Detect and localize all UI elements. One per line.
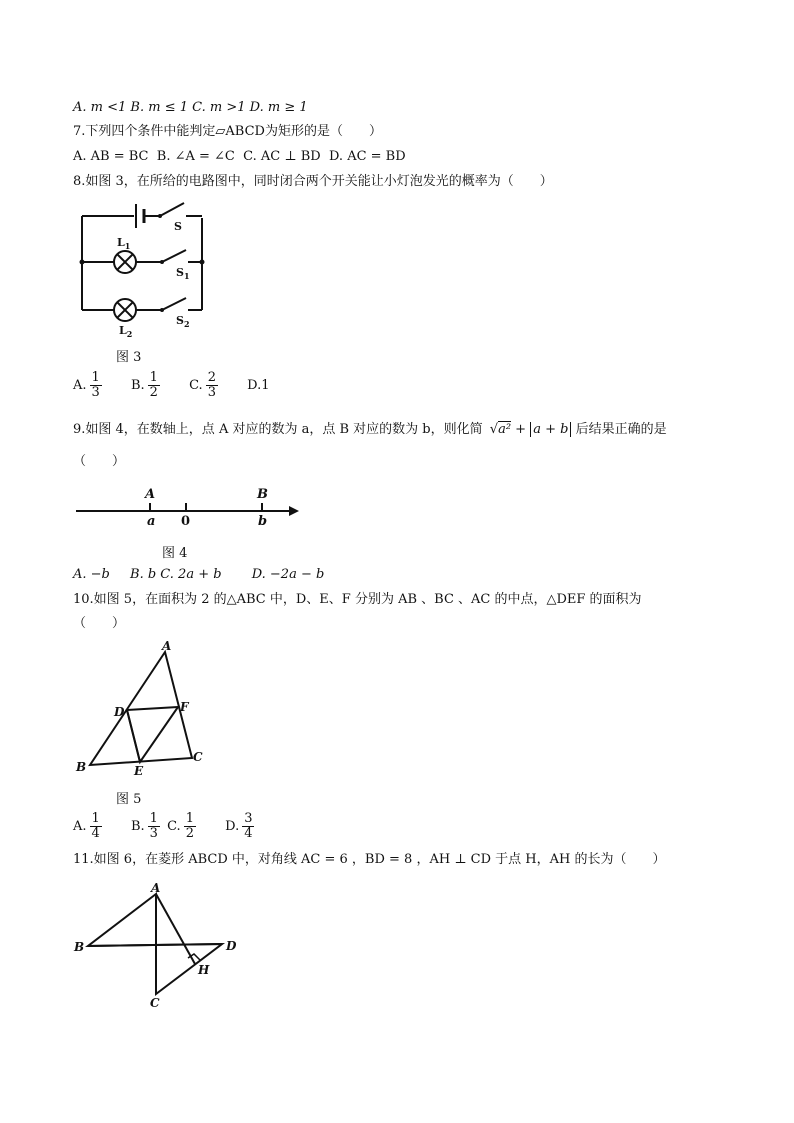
q7-option-d: D. AC = BD <box>328 149 406 164</box>
q10-stem: 10.如图 5，在面积为 2 的△ABC 中，D、E、F 分别为 AB 、BC 、AC 的中点，△DEF 的面积为 <box>73 592 642 607</box>
q9-option-b: B. b <box>130 567 157 582</box>
q7-option-c: C. AC ⊥ BD <box>243 149 321 164</box>
q7-option-b: B. ∠A = ∠C <box>156 149 235 164</box>
q10-option-a: A. $\frac{1}{4}$ <box>73 811 100 841</box>
number-line <box>70 482 310 530</box>
point-c: C <box>150 996 160 1010</box>
point-e: E <box>134 764 144 778</box>
q9-option-a: A. −b <box>73 567 110 582</box>
q8-option-d: D.1 <box>247 378 270 393</box>
value-a-label: a <box>147 514 156 529</box>
q11-stem: 11.如图 6，在菱形 ABCD 中，对角线 AC = 6 ，BD = 8 ，AH ⊥ CD 于点 H，AH 的长为（ ） <box>73 852 666 867</box>
q6-option-b: B. m ≤ 1 <box>130 100 188 115</box>
point-h: H <box>198 963 210 977</box>
q6-option-a: A. m <1 <box>73 100 127 115</box>
point-f: F <box>180 700 189 714</box>
zero-label: 0 <box>181 514 191 529</box>
q9-paren: （ ） <box>73 454 126 469</box>
point-b: B <box>76 760 87 774</box>
q9-option-d: D. −2a − b <box>251 567 325 582</box>
q10-option-d: D. $\frac{3}{4}$ <box>225 811 253 841</box>
q10-options <box>73 811 257 843</box>
point-a: A <box>162 640 172 653</box>
sqrt-expression: √a² <box>489 422 512 437</box>
point-d: D <box>226 939 237 953</box>
abs-expression: a + b <box>530 422 571 437</box>
q9-stem: 9.如图 4，在数轴上，点 A 对应的数为 a，点 B 对应的数为 b，则化简 √a² + a + b 后结果正确的是 <box>73 422 667 437</box>
label-s: S <box>174 220 182 233</box>
point-b: B <box>74 940 85 954</box>
q6-option-d: D. m ≥ 1 <box>249 100 308 115</box>
rhombus-figure <box>70 880 250 1015</box>
figure-4-caption: 图 4 <box>162 546 188 561</box>
figure-3-caption: 图 3 <box>116 350 142 365</box>
point-b-label: B <box>257 487 268 502</box>
q7-options <box>73 149 406 165</box>
label-l2: $L_2$ <box>119 324 133 338</box>
q7-stem: 7.下列四个条件中能判定▱ABCD为矩形的是（ ） <box>73 124 382 139</box>
q8-stem: 8.如图 3，在所给的电路图中，同时闭合两个开关能让小灯泡发光的概率为（ ） <box>73 174 553 189</box>
point-a-label: A <box>145 487 156 502</box>
q10-paren: （ ） <box>73 616 126 631</box>
q6-options <box>73 100 308 116</box>
label-s2: $S_2$ <box>176 314 190 329</box>
q8-options <box>73 370 291 402</box>
circuit-diagram <box>70 198 210 338</box>
point-a: A <box>151 881 161 895</box>
q8-option-a: A. $\frac{1}{3}$ <box>73 370 100 400</box>
q7-option-a: A. AB = BC <box>73 149 149 164</box>
point-c: C <box>193 750 203 764</box>
q9-options <box>73 567 324 583</box>
label-l1: $L_1$ <box>117 236 131 251</box>
triangle-figure <box>70 640 220 780</box>
q8-option-b: B. $\frac{1}{2}$ <box>130 370 158 400</box>
value-b-label: b <box>258 514 268 529</box>
q10-option-b: B. $\frac{1}{3}$ <box>130 811 158 841</box>
q10-option-c: C. $\frac{1}{2}$ <box>167 811 194 841</box>
q8-option-c: C. $\frac{2}{3}$ <box>189 370 216 400</box>
q6-option-c: C. m >1 <box>192 100 246 115</box>
label-s1: $S_1$ <box>176 266 190 281</box>
point-d: D <box>114 705 125 719</box>
q9-option-c: C. 2a + b <box>160 567 222 582</box>
figure-5-caption: 图 5 <box>116 792 142 807</box>
